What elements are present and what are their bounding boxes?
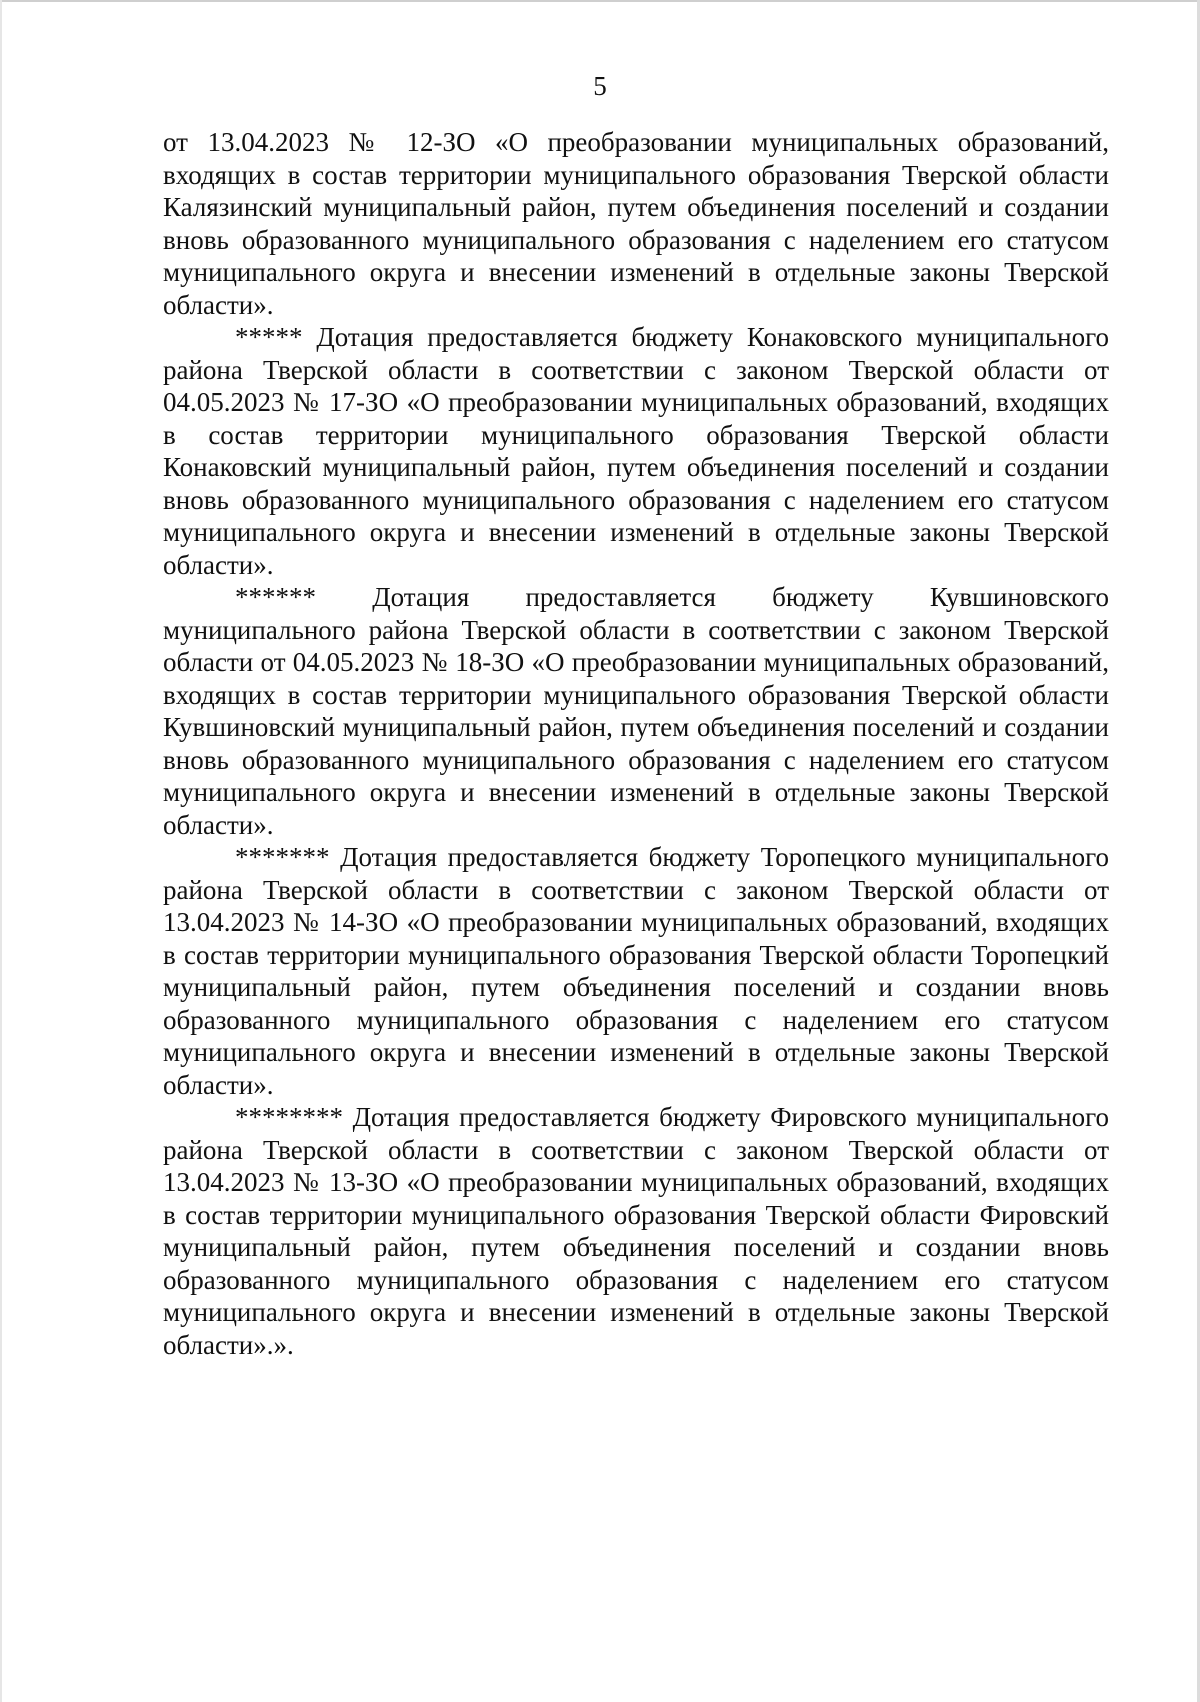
paragraph-footnote-konakovo: ***** Дотация предоставляется бюджету Конаковского муниципального района Тверской области в соответствии с законом Тверской области от 04.05.2023 № 17-ЗО «О преобразовании муниципальных образований, входящих в состав территории муниципального образования Тверской области Конаковский муниципальный район, путем объединения поселений и создании вновь образованного муниципального образования с наделением его статусом муниципального округа и внесении изменений в отдельные законы Тверской области». xyxy=(163,322,1109,580)
scan-edge-left xyxy=(0,0,2,1702)
page-number: 5 xyxy=(593,71,607,101)
paragraph-kalyazin-continuation: от 13.04.2023 № 12-ЗО «О преобразовании муниципальных образований, входящих в состав территории муниципального образования Тверской области Калязинский муниципальный район, путем объединения поселений и создании вновь образованного муниципального образования с наделением его статусом муниципального округа и внесении изменений в отдельные законы Тверской области». xyxy=(163,127,1109,320)
paragraph-footnote-toropets: ******* Дотация предоставляется бюджету Торопецкого муниципального района Тверской области в соответствии с законом Тверской области от 13.04.2023 № 14-ЗО «О преобразовании муниципальных образований, входящих в состав территории муниципального образования Тверской области Торопецкий муниципальный район, путем объединения поселений и создании вновь образованного муниципального образования с наделением его статусом муниципального округа и внесении изменений в отдельные законы Тверской области». xyxy=(163,842,1109,1100)
document-body xyxy=(163,126,1109,1361)
scan-edge-top xyxy=(0,0,1200,2)
paragraph-footnote-kuvshinovo: ****** Дотация предоставляется бюджету Кувшиновского муниципального района Тверской области в соответствии с законом Тверской области от 04.05.2023 № 18-ЗО «О преобразовании муниципальных образований, входящих в состав территории муниципального образования Тверской области Кувшиновский муниципальный район, путем объединения поселений и создании вновь образованного муниципального образования с наделением его статусом муниципального округа и внесении изменений в отдельные законы Тверской области». xyxy=(163,582,1109,840)
paragraph-footnote-firovo: ******** Дотация предоставляется бюджету Фировского муниципального района Тверской области в соответствии с законом Тверской области от 13.04.2023 № 13-ЗО «О преобразовании муниципальных образований, входящих в состав территории муниципального образования Тверской области Фировский муниципальный район, путем объединения поселений и создании вновь образованного муниципального образования с наделением его статусом муниципального округа и внесении изменений в отдельные законы Тверской области».». xyxy=(163,1102,1109,1360)
